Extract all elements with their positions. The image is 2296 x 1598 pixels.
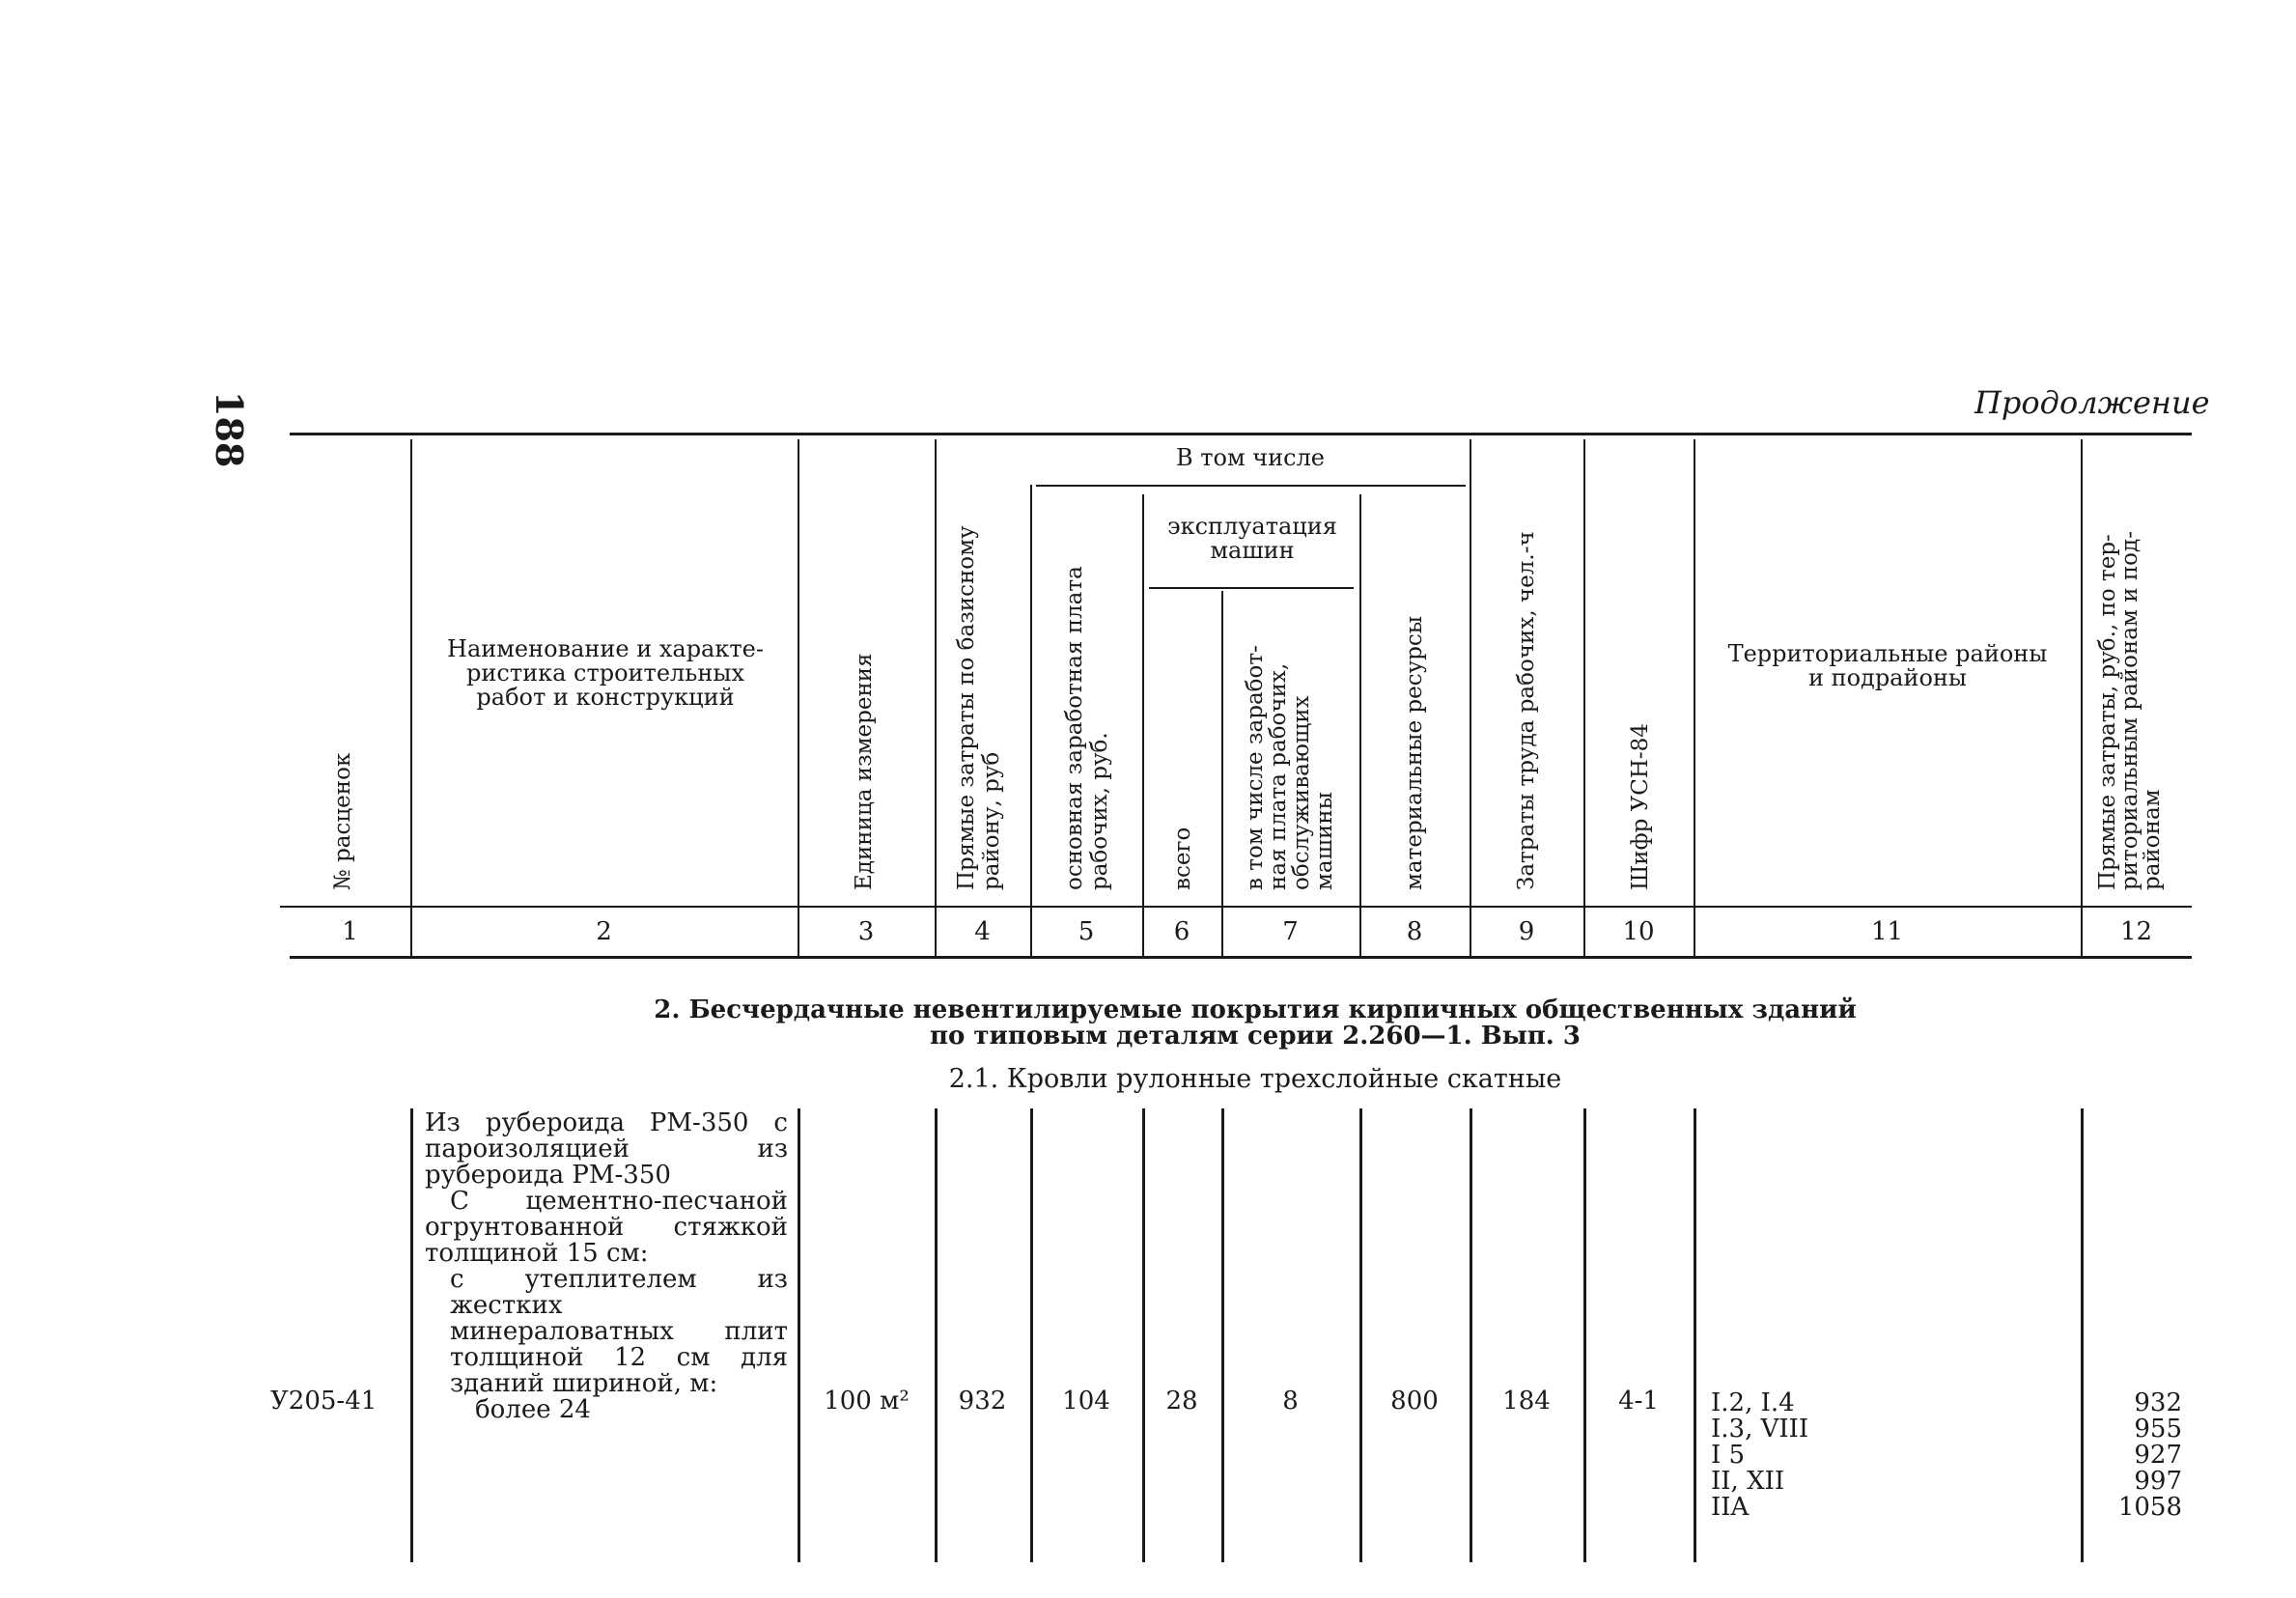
header-bottom-rule [280,906,2192,908]
column-number: 8 [1406,917,1423,946]
section-title-line1: 2. Бесчердачные невентилируемые покрытия кирпичных общественных зданий [654,995,1857,1024]
column-number: 3 [857,917,875,946]
group-rule [1036,485,1466,487]
machines-wages: 8 [1282,1387,1299,1416]
column-number: 12 [2119,917,2153,946]
header-divider [410,439,412,956]
labor: 184 [1502,1387,1551,1416]
section-subtitle: 2.1. Кровли рулонные трехслойные скатные [948,1064,1562,1094]
header-col4: Прямые затраты по базисному району, руб [954,525,1004,890]
numbers-bottom-rule [290,956,2192,959]
header-subgroup: эксплуатация машин [1167,513,1337,564]
header-divider [1470,439,1471,956]
body-divider [1694,1108,1696,1562]
header-divider [1142,494,1144,956]
desc-sub2: с утеплителем из жестких минераловатных плит толщиной 12 см для зданий шириной, м: [450,1265,788,1398]
column-number: 2 [596,917,612,946]
column-number: 6 [1173,917,1190,946]
section-title-line2: по типовым деталям серии 2.260—1. Вып. 3 [929,1022,1581,1051]
header-divider [1694,439,1695,956]
header-col5: основная заработная плата рабочих, руб. [1062,566,1112,890]
body-divider [1583,1108,1586,1562]
column-number: 1 [342,917,358,946]
subgroup-rule [1149,587,1354,589]
wages: 104 [1062,1387,1110,1416]
region-item: II, XII [1711,1467,1785,1496]
region-cost-item: 932 [2134,1388,2182,1417]
region-item: I 5 [1711,1441,1746,1470]
header-divider [2081,439,2083,956]
body-divider [1359,1108,1362,1562]
header-divider [798,439,799,956]
region-cost-item: 955 [2134,1415,2182,1444]
region-cost-item: 927 [2134,1441,2182,1470]
body-divider [935,1108,938,1562]
body-divider [1221,1108,1224,1562]
continuation-label: Продолжение [1974,384,2210,421]
region-cost-item: 997 [2134,1467,2182,1496]
body-divider [2081,1108,2084,1562]
column-number: 4 [974,917,991,946]
region-costs-list [2086,1390,2182,1521]
header-col2: Наименование и характе- ристика строительных работ и конструкций [447,635,764,711]
region-item: I.2, I.4 [1711,1388,1795,1417]
column-number: 11 [1870,917,1904,946]
region-cost-item: 1058 [2117,1493,2182,1522]
desc-sub1: С цементно-песчаной огрунтованной стяжкой толщиной 15 см: [425,1187,788,1268]
regions-list [1711,1390,2068,1521]
machines-total: 28 [1165,1387,1198,1416]
header-divider [1359,494,1361,956]
work-description [425,1110,788,1423]
column-number: 10 [1622,917,1655,946]
header-col12: Прямые затраты, руб., по тер- риториальным районам и под- районам [2095,531,2165,890]
unit: 100 м² [824,1387,910,1416]
header-col11: Территориальные районы и подрайоны [1727,640,2048,691]
header-col6: всего [1170,827,1195,890]
materials: 800 [1390,1387,1439,1416]
header-divider [1221,591,1223,956]
header-col9: Затраты труда рабочих, чел.-ч [1514,531,1539,890]
rate-code: У205-41 [270,1387,378,1416]
header-divider [1030,485,1032,956]
header-col8: материальные ресурсы [1402,615,1427,890]
header-col3: Единица измерения [852,653,877,890]
column-number: 7 [1282,917,1299,946]
region-item: IIA [1711,1493,1750,1522]
desc-sub3: более 24 [475,1395,591,1424]
column-number: 9 [1518,917,1535,946]
body-divider [410,1108,413,1562]
header-col7: в том числе заработ- ная плата рабочих, обслуживающих машины [1243,645,1337,890]
body-divider [798,1108,800,1562]
column-number: 5 [1078,917,1095,946]
body-divider [1142,1108,1145,1562]
header-divider [1583,439,1585,956]
header-divider [935,439,937,956]
page-number: 188 [208,391,251,468]
direct-cost: 932 [958,1387,1007,1416]
body-divider [1030,1108,1033,1562]
header-col10: Шифр УСН-84 [1628,723,1653,890]
table-top-rule [290,433,2192,435]
desc-main: Из рубероида РМ-350 с пароизоляцией из рубероида РМ-350 [425,1108,788,1190]
region-item: I.3, VIII [1711,1415,1809,1444]
body-divider [1470,1108,1472,1562]
usn-code: 4-1 [1618,1387,1659,1416]
header-group: В том числе [1175,444,1326,471]
header-col1: № расценок [330,752,355,890]
section-title [541,997,1970,1050]
